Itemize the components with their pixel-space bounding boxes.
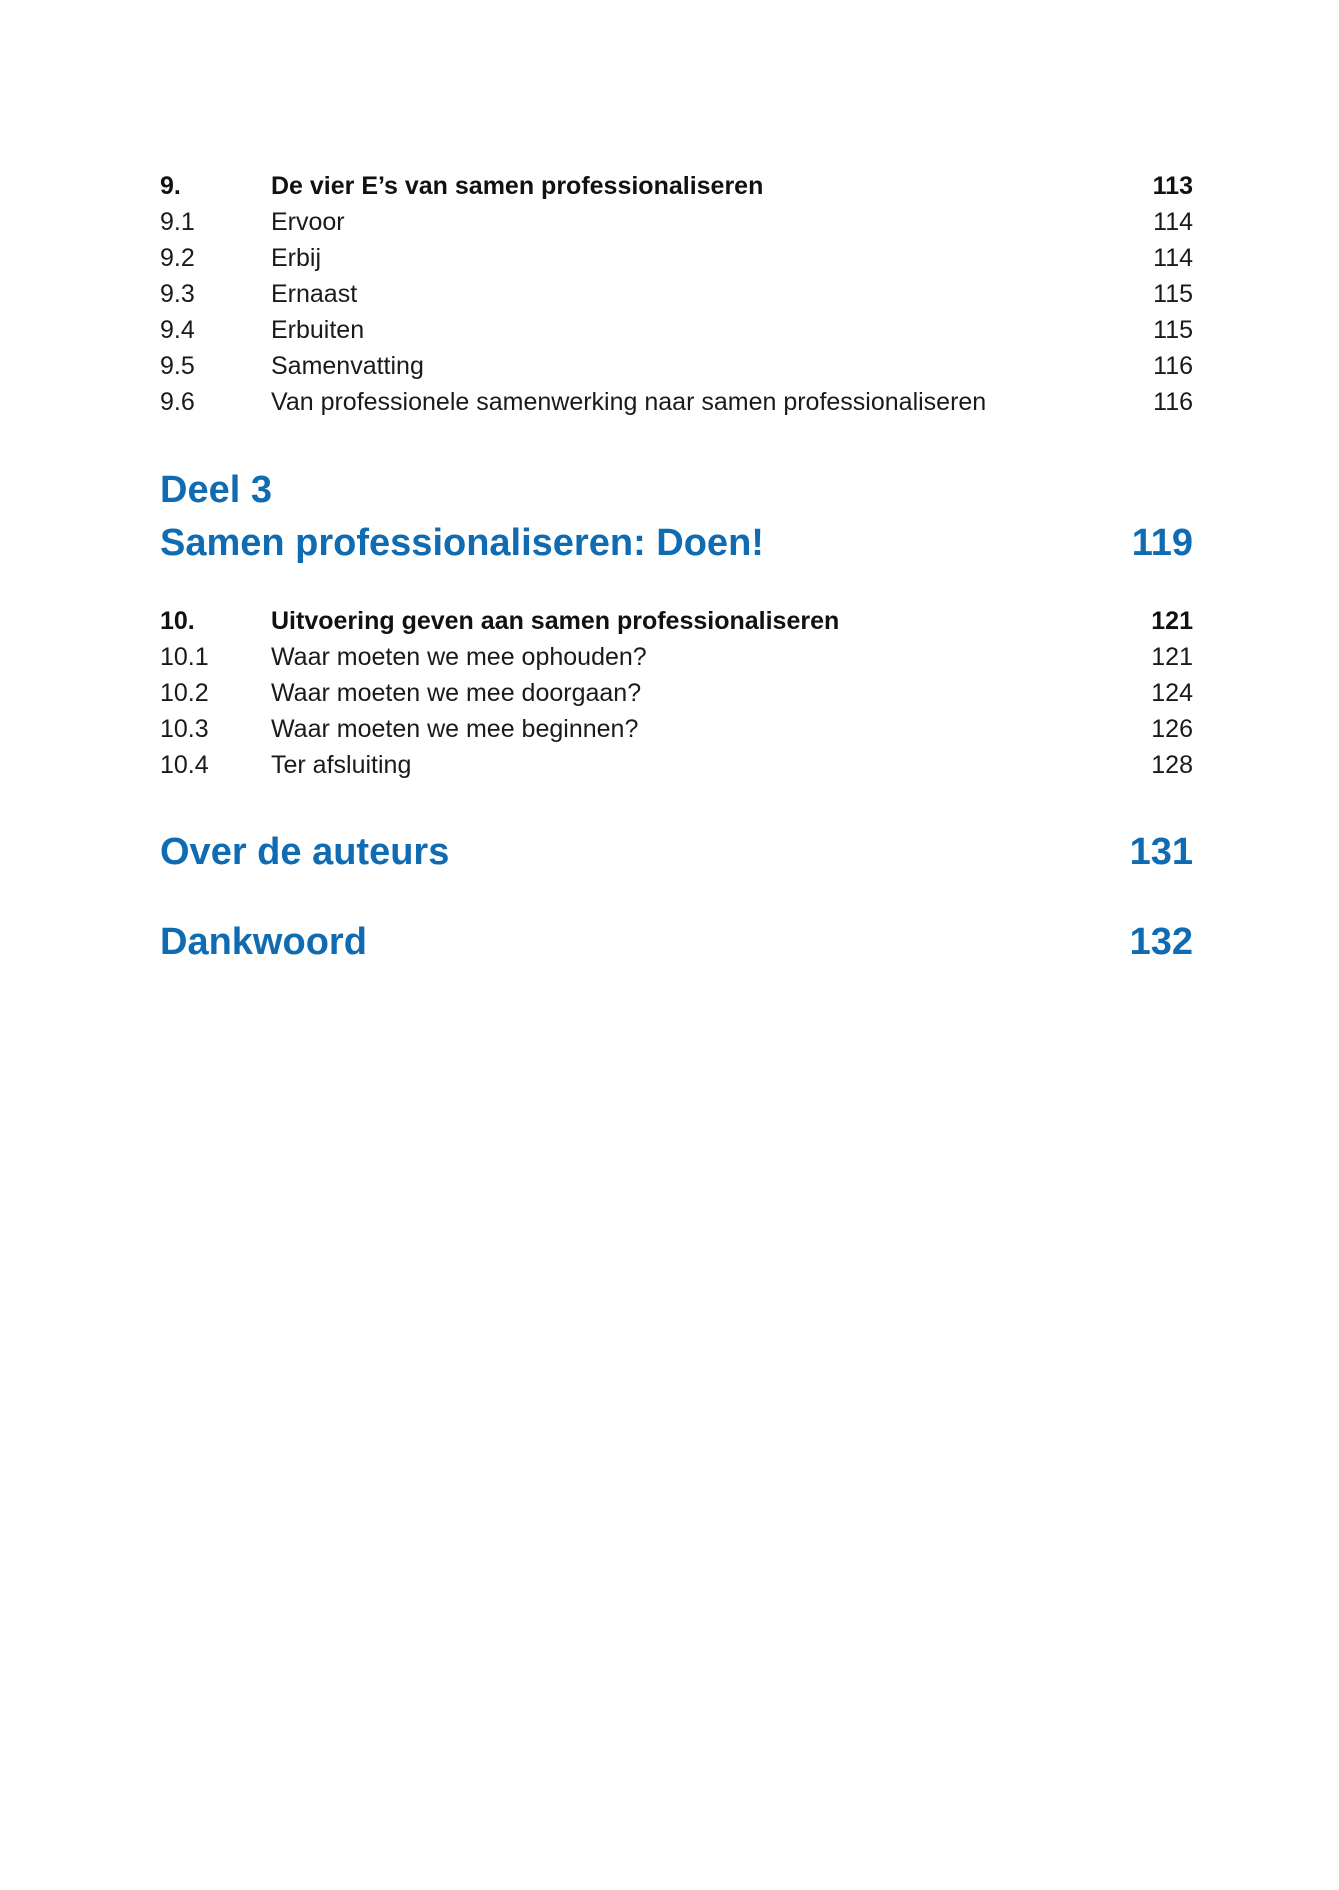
section-page: 124 bbox=[1151, 679, 1193, 707]
section-title: Waar moeten we mee doorgaan? bbox=[271, 679, 642, 707]
chapter-title: Uitvoering geven aan samen professionaliseren bbox=[271, 607, 840, 635]
section-number: 9.2 bbox=[160, 244, 195, 272]
section-number: 9.4 bbox=[160, 316, 195, 344]
section-number: 9.1 bbox=[160, 208, 195, 236]
about-authors-page: 131 bbox=[1129, 831, 1193, 873]
toc-section-9-3[interactable] bbox=[0, 276, 1339, 312]
acknowledgements-page: 132 bbox=[1129, 921, 1193, 963]
toc-section-10-2[interactable] bbox=[0, 675, 1339, 711]
chapter-page: 113 bbox=[1152, 172, 1193, 200]
section-number: 9.5 bbox=[160, 352, 195, 380]
section-page: 115 bbox=[1153, 316, 1193, 344]
toc-about-authors[interactable] bbox=[0, 826, 1339, 878]
toc-part-label bbox=[0, 464, 1339, 516]
section-number: 10.2 bbox=[160, 679, 209, 707]
section-title: Waar moeten we mee ophouden? bbox=[271, 643, 647, 671]
part-title: Samen professionaliseren: Doen! bbox=[160, 522, 764, 564]
toc-section-9-6[interactable] bbox=[0, 384, 1339, 420]
section-page: 115 bbox=[1153, 280, 1193, 308]
chapter-title: De vier E’s van samen professionaliseren bbox=[271, 172, 764, 200]
section-title: Ter afsluiting bbox=[271, 751, 412, 779]
section-number: 9.6 bbox=[160, 388, 195, 416]
section-page: 116 bbox=[1153, 352, 1193, 380]
toc-section-10-4[interactable] bbox=[0, 747, 1339, 783]
section-page: 116 bbox=[1153, 388, 1193, 416]
section-title: Van professionele samenwerking naar samen professionaliseren bbox=[271, 388, 987, 416]
section-title: Ervoor bbox=[271, 208, 345, 236]
part-page: 119 bbox=[1131, 522, 1193, 564]
toc-chapter-9[interactable] bbox=[0, 168, 1339, 204]
section-page: 114 bbox=[1153, 244, 1193, 272]
section-number: 9.3 bbox=[160, 280, 195, 308]
section-title: Erbuiten bbox=[271, 316, 365, 344]
section-page: 128 bbox=[1151, 751, 1193, 779]
section-title: Samenvatting bbox=[271, 352, 424, 380]
toc-section-9-2[interactable] bbox=[0, 240, 1339, 276]
acknowledgements-title: Dankwoord bbox=[160, 921, 367, 963]
chapter-page: 121 bbox=[1151, 607, 1193, 635]
toc-section-9-4[interactable] bbox=[0, 312, 1339, 348]
chapter-number: 9. bbox=[160, 172, 181, 200]
section-title: Waar moeten we mee beginnen? bbox=[271, 715, 639, 743]
about-authors-title: Over de auteurs bbox=[160, 831, 450, 873]
section-title: Erbij bbox=[271, 244, 322, 272]
section-title: Ernaast bbox=[271, 280, 358, 308]
part-label: Deel 3 bbox=[160, 469, 272, 511]
toc-section-10-1[interactable] bbox=[0, 639, 1339, 675]
section-number: 10.1 bbox=[160, 643, 209, 671]
section-number: 10.3 bbox=[160, 715, 209, 743]
toc-section-9-5[interactable] bbox=[0, 348, 1339, 384]
toc-section-9-1[interactable] bbox=[0, 204, 1339, 240]
section-page: 114 bbox=[1153, 208, 1193, 236]
toc-section-10-3[interactable] bbox=[0, 711, 1339, 747]
section-number: 10.4 bbox=[160, 751, 209, 779]
toc-part-3[interactable] bbox=[0, 517, 1339, 569]
toc-acknowledgements[interactable] bbox=[0, 916, 1339, 968]
section-page: 121 bbox=[1151, 643, 1193, 671]
section-page: 126 bbox=[1151, 715, 1193, 743]
toc-chapter-10[interactable] bbox=[0, 603, 1339, 639]
chapter-number: 10. bbox=[160, 607, 195, 635]
